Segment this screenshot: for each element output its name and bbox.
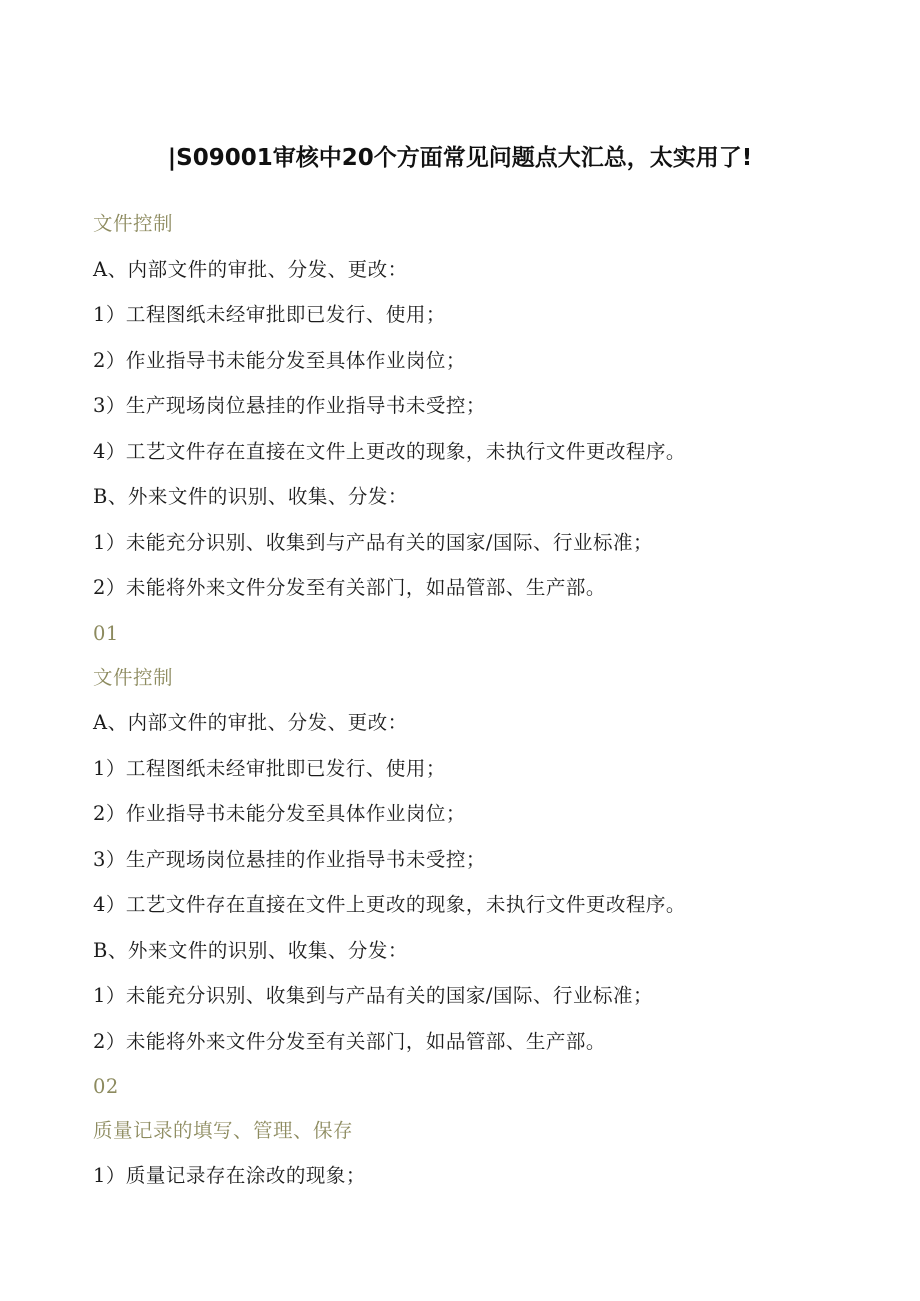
paragraph-line: 3）生产现场岗位悬挂的作业指导书未受控；	[93, 394, 486, 417]
section-heading: 文件控制	[93, 212, 174, 235]
paragraph-line: 1）工程图纸未经审批即已发行、使用；	[93, 757, 446, 780]
paragraph-line: 4）工艺文件存在直接在文件上更改的现象，未执行文件更改程序。	[93, 893, 686, 916]
paragraph-line: 1）工程图纸未经审批即已发行、使用；	[93, 303, 446, 326]
paragraph-line: 3）生产现场岗位悬挂的作业指导书未受控；	[93, 848, 486, 871]
paragraph-line: B、外来文件的识别、收集、分发：	[93, 939, 408, 962]
paragraph-line: 2）作业指导书未能分发至具体作业岗位；	[93, 349, 466, 372]
paragraph-line: 4）工艺文件存在直接在文件上更改的现象，未执行文件更改程序。	[93, 440, 686, 463]
paragraph-line: 2）未能将外来文件分发至有关部门，如品管部、生产部。	[93, 576, 606, 599]
document-title: |S09001审核中20个方面常见问题点大汇总，太实用了!	[167, 145, 753, 171]
paragraph-line: 2）作业指导书未能分发至具体作业岗位；	[93, 802, 466, 825]
paragraph-line: 1）未能充分识别、收集到与产品有关的国家/国际、行业标准；	[93, 984, 653, 1007]
paragraph-line: 1）质量记录存在涂改的现象；	[93, 1164, 366, 1187]
paragraph-line: B、外来文件的识别、收集、分发：	[93, 485, 408, 508]
section-heading: 质量记录的填写、管理、保存	[93, 1119, 354, 1142]
section-number: 01	[93, 622, 119, 645]
section-number: 02	[93, 1075, 119, 1098]
section-heading: 文件控制	[93, 666, 174, 689]
paragraph-line: A、内部文件的审批、分发、更改：	[93, 711, 408, 734]
paragraph-line: 2）未能将外来文件分发至有关部门，如品管部、生产部。	[93, 1030, 606, 1053]
paragraph-line: 1）未能充分识别、收集到与产品有关的国家/国际、行业标准；	[93, 531, 653, 554]
paragraph-line: A、内部文件的审批、分发、更改：	[93, 258, 408, 281]
